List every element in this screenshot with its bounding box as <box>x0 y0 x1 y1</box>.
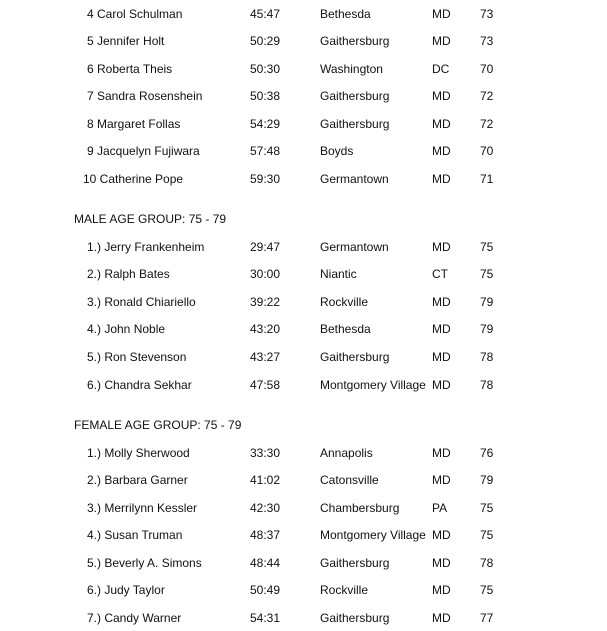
age: 72 <box>480 89 494 103</box>
city: Germantown <box>320 240 389 254</box>
result-row <box>0 239 607 255</box>
result-row <box>0 610 607 626</box>
place-and-name: 4 Carol Schulman <box>87 7 183 21</box>
place-and-name: 1.) Molly Sherwood <box>87 446 190 460</box>
city: Bethesda <box>320 7 371 21</box>
city: Germantown <box>320 172 389 186</box>
city: Rockville <box>320 295 369 309</box>
place-and-name: 2.) Ralph Bates <box>87 267 170 281</box>
city: Washington <box>320 62 383 76</box>
city: Rockville <box>320 583 369 597</box>
city: Chambersburg <box>320 501 400 515</box>
age: 79 <box>480 322 494 336</box>
state: MD <box>432 322 451 336</box>
state: MD <box>432 556 451 570</box>
state: MD <box>432 446 451 460</box>
age-group-title: MALE AGE GROUP: 75 - 79 <box>74 212 227 226</box>
finish-time: 50:38 <box>250 89 281 103</box>
finish-time: 43:27 <box>250 350 281 364</box>
age: 77 <box>480 611 494 625</box>
city: Gaithersburg <box>320 89 390 103</box>
finish-time: 33:30 <box>250 446 281 460</box>
city: Gaithersburg <box>320 350 390 364</box>
place-and-name: 6 Roberta Theis <box>87 62 173 76</box>
city: Montgomery Village <box>320 378 426 392</box>
place-and-name: 7.) Candy Warner <box>87 611 182 625</box>
place-and-name: 3.) Ronald Chiariello <box>87 295 196 309</box>
finish-time: 50:30 <box>250 62 281 76</box>
result-row <box>0 294 607 310</box>
age: 75 <box>480 528 494 542</box>
finish-time: 45:47 <box>250 7 281 21</box>
place-and-name: 8 Margaret Follas <box>87 117 181 131</box>
city: Bethesda <box>320 322 371 336</box>
age: 73 <box>480 34 494 48</box>
age: 78 <box>480 556 494 570</box>
result-row <box>0 377 607 393</box>
state: MD <box>432 473 451 487</box>
finish-time: 47:58 <box>250 378 281 392</box>
state: MD <box>432 611 451 625</box>
finish-time: 30:00 <box>250 267 281 281</box>
result-row <box>0 61 607 77</box>
city: Gaithersburg <box>320 611 390 625</box>
finish-time: 42:30 <box>250 501 281 515</box>
finish-time: 43:20 <box>250 322 281 336</box>
age: 71 <box>480 172 494 186</box>
state: MD <box>432 7 451 21</box>
age: 73 <box>480 7 494 21</box>
age: 79 <box>480 295 494 309</box>
age: 79 <box>480 473 494 487</box>
result-row <box>0 116 607 132</box>
place-and-name: 4.) John Noble <box>87 322 166 336</box>
result-row <box>0 88 607 104</box>
place-and-name: 5.) Ron Stevenson <box>87 350 187 364</box>
finish-time: 54:31 <box>250 611 281 625</box>
place-and-name: 2.) Barbara Garner <box>87 473 188 487</box>
age-group-heading <box>0 417 607 433</box>
finish-time: 39:22 <box>250 295 281 309</box>
result-row <box>0 445 607 461</box>
state: MD <box>432 89 451 103</box>
age: 70 <box>480 144 494 158</box>
finish-time: 41:02 <box>250 473 281 487</box>
result-row <box>0 143 607 159</box>
city: Niantic <box>320 267 357 281</box>
age: 75 <box>480 267 494 281</box>
age: 75 <box>480 240 494 254</box>
place-and-name: 9 Jacquelyn Fujiwara <box>87 144 200 158</box>
age: 76 <box>480 446 494 460</box>
city: Boyds <box>320 144 354 158</box>
result-row <box>0 321 607 337</box>
finish-time: 29:47 <box>250 240 281 254</box>
state: MD <box>432 240 451 254</box>
result-row <box>0 582 607 598</box>
state: MD <box>432 144 451 158</box>
place-and-name: 6.) Judy Taylor <box>87 583 165 597</box>
result-row <box>0 349 607 365</box>
place-and-name: 3.) Merrilynn Kessler <box>87 501 198 515</box>
city: Annapolis <box>320 446 373 460</box>
state: PA <box>432 501 448 515</box>
state: MD <box>432 172 451 186</box>
state: CT <box>432 267 448 281</box>
place-and-name: 4.) Susan Truman <box>87 528 183 542</box>
finish-time: 57:48 <box>250 144 281 158</box>
city: Montgomery Village <box>320 528 426 542</box>
age: 70 <box>480 62 494 76</box>
age: 75 <box>480 583 494 597</box>
result-row <box>0 171 607 187</box>
city: Gaithersburg <box>320 556 390 570</box>
result-row <box>0 6 607 22</box>
result-row <box>0 266 607 282</box>
result-row <box>0 555 607 571</box>
age: 75 <box>480 501 494 515</box>
age-group-title: FEMALE AGE GROUP: 75 - 79 <box>74 418 242 432</box>
state: MD <box>432 378 451 392</box>
finish-time: 59:30 <box>250 172 281 186</box>
finish-time: 50:29 <box>250 34 281 48</box>
state: DC <box>432 62 450 76</box>
finish-time: 48:44 <box>250 556 281 570</box>
place-and-name: 10 Catherine Pope <box>83 172 184 186</box>
place-and-name: 7 Sandra Rosenshein <box>87 89 203 103</box>
state: MD <box>432 583 451 597</box>
place-and-name: 5.) Beverly A. Simons <box>87 556 202 570</box>
state: MD <box>432 528 451 542</box>
finish-time: 50:49 <box>250 583 281 597</box>
age-group-heading <box>0 211 607 227</box>
age: 78 <box>480 378 494 392</box>
state: MD <box>432 34 451 48</box>
result-row <box>0 472 607 488</box>
result-row <box>0 33 607 49</box>
finish-time: 54:29 <box>250 117 281 131</box>
city: Gaithersburg <box>320 34 390 48</box>
age: 78 <box>480 350 494 364</box>
age: 72 <box>480 117 494 131</box>
state: MD <box>432 117 451 131</box>
result-row <box>0 527 607 543</box>
result-row <box>0 500 607 516</box>
place-and-name: 1.) Jerry Frankenheim <box>87 240 205 254</box>
city: Gaithersburg <box>320 117 390 131</box>
city: Catonsville <box>320 473 379 487</box>
place-and-name: 6.) Chandra Sekhar <box>87 378 192 392</box>
place-and-name: 5 Jennifer Holt <box>87 34 165 48</box>
state: MD <box>432 295 451 309</box>
finish-time: 48:37 <box>250 528 281 542</box>
state: MD <box>432 350 451 364</box>
